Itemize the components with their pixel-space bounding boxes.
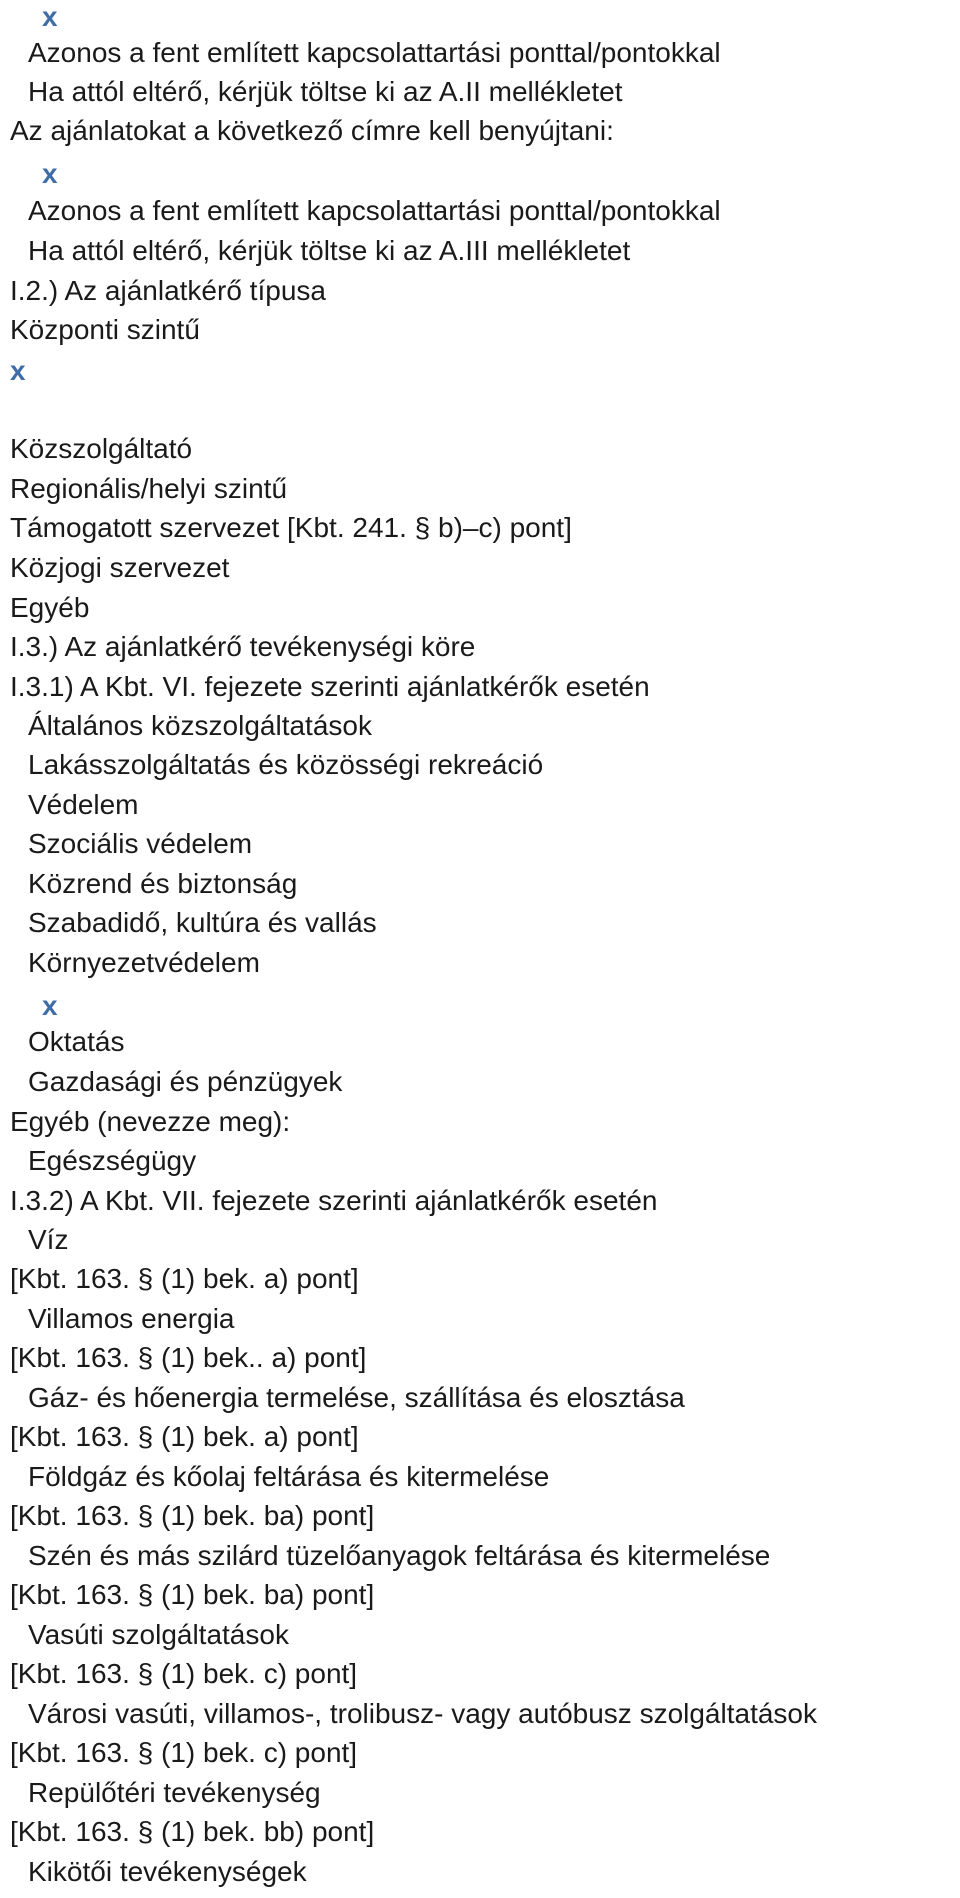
text-line: Oktatás [28,1026,125,1057]
text-line: Ha attól eltérő, kérjük töltse ki az A.II mellékletet [28,76,623,107]
text-line: Gáz- és hőenergia termelése, szállítása és elosztása [28,1382,685,1413]
text-line: Szabadidő, kultúra és vallás [28,907,377,938]
checkbox-mark: x [42,158,58,189]
text-line: Egészségügy [28,1145,197,1176]
checkbox-mark: x [42,990,58,1021]
text-line: Földgáz és kőolaj feltárása és kitermelése [28,1461,550,1492]
text-line: Regionális/helyi szintű [10,473,288,504]
text-line: Gazdasági és pénzügyek [28,1066,343,1097]
legal-reference: [Kbt. 163. § (1) bek. a) pont] [10,1421,359,1452]
text-line: Közszolgáltató [10,433,193,464]
text-line: Közjogi szervezet [10,552,230,583]
subsection-heading: I.3.1) A Kbt. VI. fejezete szerinti ajánlatkérők esetén [10,671,650,702]
text-line: Azonos a fent említett kapcsolattartási ponttal/pontokkal [28,37,721,68]
text-line: Repülőtéri tevékenység [28,1777,321,1808]
text-line: Egyéb (nevezze meg): [10,1106,291,1137]
legal-reference: [Kbt. 163. § (1) bek. ba) pont] [10,1500,375,1531]
text-line: Egyéb [10,592,90,623]
legal-reference: [Kbt. 163. § (1) bek.. a) pont] [10,1342,367,1373]
legal-reference: [Kbt. 163. § (1) bek. c) pont] [10,1737,358,1768]
text-line: Azonos a fent említett kapcsolattartási ponttal/pontokkal [28,195,721,226]
text-line: Általános közszolgáltatások [28,710,372,741]
text-line: Támogatott szervezet [Kbt. 241. § b)–c) pont] [10,512,572,543]
text-line: Az ajánlatokat a következő címre kell benyújtani: [10,115,614,146]
text-line: Ha attól eltérő, kérjük töltse ki az A.III mellékletet [28,235,631,266]
section-heading: I.2.) Az ajánlatkérő típusa [10,275,326,306]
section-heading: I.3.) Az ajánlatkérő tevékenységi köre [10,631,476,662]
legal-reference: [Kbt. 163. § (1) bek. ba) pont] [10,1579,375,1610]
text-line: Szociális védelem [28,828,253,859]
legal-reference: [Kbt. 163. § (1) bek. bb) pont] [10,1816,375,1847]
text-line: Közrend és biztonság [28,868,298,899]
legal-reference: [Kbt. 163. § (1) bek. a) pont] [10,1263,359,1294]
text-line: Lakásszolgáltatás és közösségi rekreáció [28,749,544,780]
text-line: Környezetvédelem [28,947,260,978]
subsection-heading: I.3.2) A Kbt. VII. fejezete szerinti ajánlatkérők esetén [10,1185,658,1216]
text-line: Központi szintű [10,314,200,345]
text-line: Villamos energia [28,1303,235,1334]
legal-reference: [Kbt. 163. § (1) bek. c) pont] [10,1658,358,1689]
text-line: Kikötői tevékenységek [28,1856,307,1887]
text-line: Víz [28,1224,69,1255]
text-line: Vasúti szolgáltatások [28,1619,289,1650]
checkbox-mark: x [42,1,58,32]
text-line: Szén és más szilárd tüzelőanyagok feltárása és kitermelése [28,1540,771,1571]
text-line: Városi vasúti, villamos-, trolibusz- vagy autóbusz szolgáltatások [28,1698,818,1729]
checkbox-mark: x [10,355,26,386]
text-line: Védelem [28,789,139,820]
